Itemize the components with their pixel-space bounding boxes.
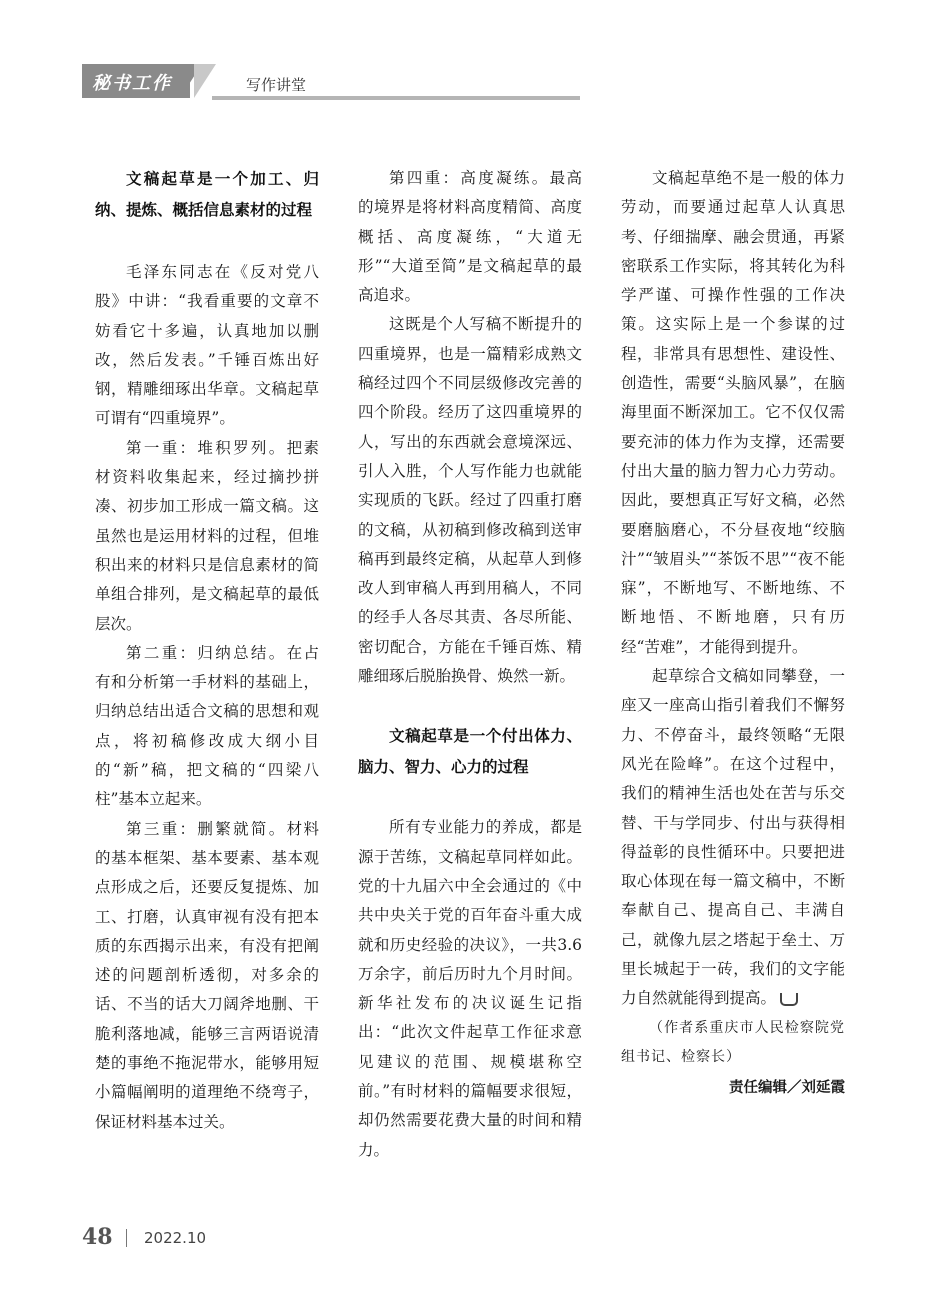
paragraph-label: 第四重：高度凝练。 [389, 169, 550, 187]
footer-divider [126, 1229, 127, 1247]
paragraph-label: 第二重：归纳总结。 [126, 643, 287, 662]
paragraph: 所有专业能力的养成，都是源于苦练，文稿起草同样如此。党的十九届六中全会通过的《中共中央关于党的百年奋斗重大成就和历史经验的决议》，一共3.6万余字，前后历时九个月时间。新华社发布的决议诞生记指出：“此次文件起草工作征求意见建议的范围、规模堪称空前。”有时材料的篇幅要求很短，却仍然需要花费大量的时间和精力。 [358, 818, 582, 1159]
section-heading: 文稿起草是一个加工、归纳、提炼、概括信息素材的过程 [95, 170, 319, 219]
paragraph: 文稿起草绝不是一般的体力劳动，而要通过起草人认真思考、仔细揣摩、融会贯通，再紧密联系工作实际，将其转化为科学严谨、可操作性强的工作决策。这实际上是一个参谋的过程，非常具有思想性、建设性、创造性，需要“头脑风暴”，在脑海里面不断深加工。它不仅仅需要充沛的体力作为支撑，还需要付出大量的脑力智力心力劳动。因此，要想真正写好文稿，必然要磨脑磨心，不分昼夜地“绞脑汁”“皱眉头”“茶饭不思”“夜不能寐”，不断地写、不断地练、不断地悟、不断地磨，只有历经“苦难”，才能得到提升。 [621, 169, 845, 656]
cup-icon [780, 993, 798, 1006]
page-header [82, 64, 580, 102]
section-title: 写作讲堂 [246, 76, 307, 94]
paragraph: 第三重：删繁就简。材料的基本框架、基本要素、基本观点形成之后，还要反复提炼、加工、打磨，认真审视有没有把本质的东西揭示出来，有没有把阐述的问题剖析透彻，对多余的话、不当的话大刀阔斧地删、干脆利落地减，能够三言两语说清楚的事绝不拖泥带水，能够用短小篇幅阐明的道理绝不绕弯子，保证材料基本过关。 [95, 819, 319, 1131]
editor-credit: 责任编辑／刘延霞 [729, 1080, 845, 1097]
column-3 [621, 164, 845, 1104]
issue-date: 2022.10 [144, 1229, 207, 1247]
section-heading: 文稿起草是一个付出体力、脑力、智力、心力的过程 [358, 727, 582, 777]
page-number: 48 [82, 1224, 113, 1250]
paragraph: 这既是个人写稿不断提升的四重境界，也是一篇精彩成熟文稿经过四个不同层级修改完善的四个阶段。经历了这四重境界的人，写出的东西就会意境深远、引人入胜，个人写作能力也就能实现质的飞跃。经过了四重打磨的文稿，从初稿到修改稿到送审稿再到最终定稿，从起草人到修改人到审稿人再到用稿人，不同的经手人各尽其责、各尽所能、密切配合，方能在千锤百炼、精雕细琢后脱胎换骨、焕然一新。 [358, 315, 582, 686]
author-note: （作者系重庆市人民检察院党组书记、检察长） [621, 1019, 845, 1065]
paragraph-label: 第三重：删繁就简。 [126, 819, 287, 838]
header-divider [212, 96, 580, 100]
paragraph: 第一重：堆积罗列。把素材资料收集起来，经过摘抄拼凑、初步加工形成一篇文稿。这虽然也是运用材料的过程，但堆积出来的材料只是信息素材的简单组合排列，是文稿起草的最低层次。 [95, 438, 319, 633]
paragraph-label: 第一重：堆积罗列。 [126, 438, 287, 457]
column-1 [95, 164, 319, 1137]
paragraph: 第二重：归纳总结。在占有和分析第一手材料的基础上，归纳总结出适合文稿的思想和观点，将初稿修改成大纲小目的“新”稿，把文稿的“四梁八柱”基本立起来。 [95, 643, 319, 809]
paragraph: 起草综合文稿如同攀登，一座又一座高山指引着我们不懈努力、不停奋斗，最终领略“无限风光在险峰”。在这个过程中，我们的精神生活也处在苦与乐交替、干与学同步、付出与获得相得益彰的良性循环中。只要把进取心体现在每一篇文稿中，不断奉献自己、提高自己、丰满自己，就像九层之塔起于垒土、万里长城起于一砖，我们的文字能力自然就能得到提高。 [621, 667, 845, 1008]
paragraph: 第四重：高度凝练。最高的境界是将材料高度精简、高度概括、高度凝练，“大道无形”“大道至简”是文稿起草的最高追求。 [358, 169, 582, 305]
column-2 [358, 164, 582, 1165]
paragraph: 毛泽东同志在《反对党八股》中讲：“我看重要的文章不妨看它十多遍，认真地加以删改，然后发表。”千锤百炼出好钢，精雕细琢出华章。文稿起草可谓有“四重境界”。 [95, 263, 319, 428]
magazine-logo-text: 秘书工作 [92, 73, 172, 94]
